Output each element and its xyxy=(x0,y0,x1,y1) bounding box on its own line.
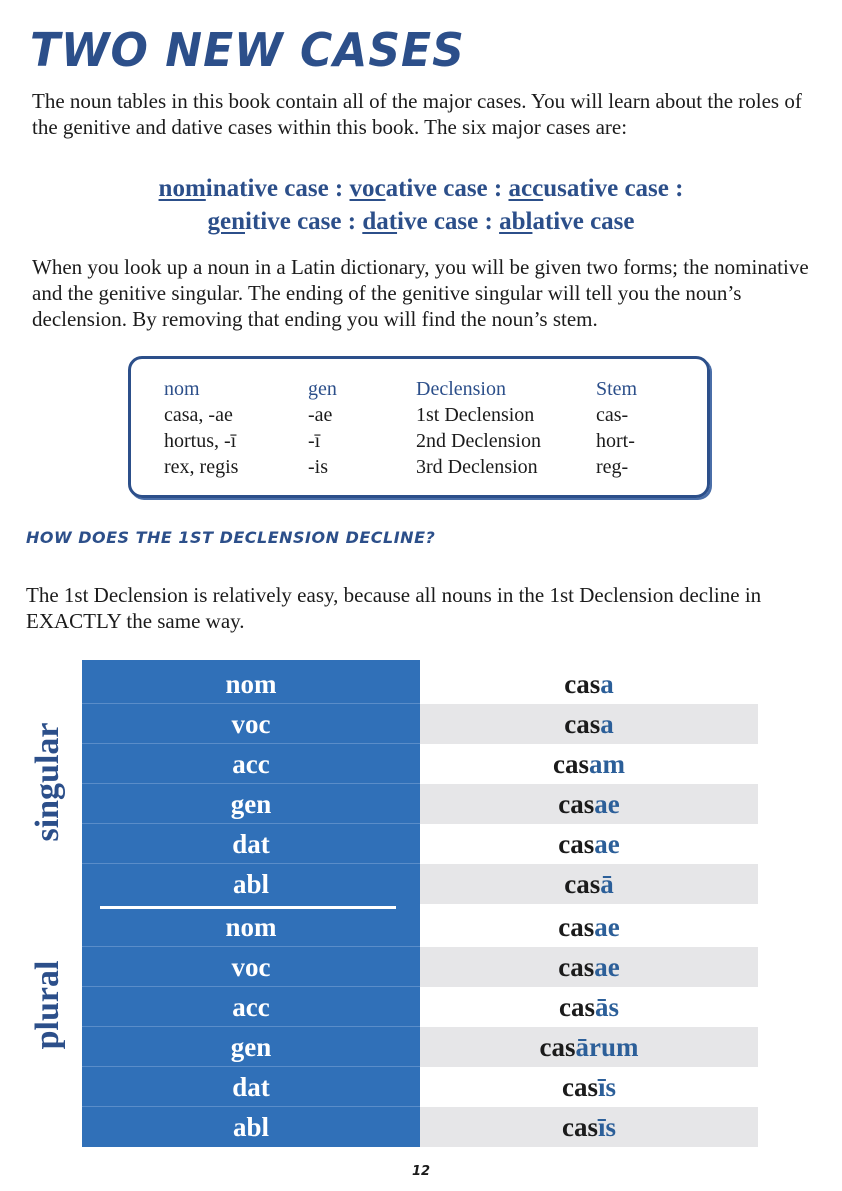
declension-cell: rex, regis xyxy=(164,456,239,478)
form-ending: a xyxy=(600,709,614,739)
cases-line-1 xyxy=(0,172,842,205)
form-stem: cas xyxy=(558,952,595,982)
case-label: abl xyxy=(232,869,270,899)
case-label: abl xyxy=(232,1112,270,1142)
form-ending: ae xyxy=(594,912,620,942)
case-label: nom xyxy=(82,664,420,704)
declension-cell: cas- xyxy=(596,404,629,426)
form-ending: ās xyxy=(594,992,619,1022)
form-cell xyxy=(420,907,758,947)
case-label: acc xyxy=(82,987,420,1027)
case-abbrev: acc xyxy=(508,175,544,202)
case-label: dat xyxy=(82,824,420,864)
form-cell xyxy=(420,1067,758,1107)
form-stem: cas xyxy=(564,669,601,699)
declension-cell: reg- xyxy=(596,456,629,478)
form-ending: īs xyxy=(597,1112,616,1142)
declension-header: gen xyxy=(308,378,337,400)
form-cell xyxy=(420,947,758,987)
case-abbrev: dat xyxy=(362,208,398,235)
case-rest: inative case : xyxy=(205,175,350,202)
form-stem: cas xyxy=(558,789,595,819)
case-label: acc xyxy=(82,744,420,784)
form-cell xyxy=(420,1107,758,1147)
declension-header: Declension xyxy=(416,378,506,400)
form-stem: cas xyxy=(561,1112,598,1142)
case-rest: ative case xyxy=(532,208,635,235)
declension-header: Stem xyxy=(596,378,638,400)
form-stem: cas xyxy=(558,992,595,1022)
form-ending: ārum xyxy=(575,1032,639,1062)
form-cell xyxy=(420,824,758,864)
form-stem: cas xyxy=(558,829,595,859)
case-rest: itive case : xyxy=(245,208,363,235)
form-stem: cas xyxy=(561,1072,598,1102)
form-ending: ā xyxy=(600,869,614,899)
case-label: nom xyxy=(82,907,420,947)
case-rest: ive case : xyxy=(397,208,500,235)
declension-cell: -is xyxy=(308,456,328,478)
declension-cell: -ī xyxy=(308,430,321,452)
page-number: 12 xyxy=(411,1164,431,1179)
case-abbrev: nom xyxy=(158,175,206,202)
case-abbrev: voc xyxy=(349,175,386,202)
case-abbrev: gen xyxy=(207,208,245,235)
six-cases-list xyxy=(0,172,842,238)
declension-header: nom xyxy=(164,378,200,400)
declension-cell: casa, -ae xyxy=(164,404,233,426)
form-stem: cas xyxy=(558,912,595,942)
form-cell xyxy=(420,704,758,744)
form-ending: ae xyxy=(594,789,620,819)
declension-cell: 1st Declension xyxy=(416,404,535,426)
declension-cell: hort- xyxy=(596,430,635,452)
case-label: gen xyxy=(82,784,420,824)
form-ending: ae xyxy=(594,829,620,859)
form-cell xyxy=(420,744,758,784)
form-ending: ae xyxy=(594,952,620,982)
plural-label: plural xyxy=(29,960,66,1050)
form-cell xyxy=(420,664,758,704)
form-cell xyxy=(420,1027,758,1067)
case-abbrev: abl xyxy=(499,208,533,235)
form-cell xyxy=(420,864,758,904)
case-label: voc xyxy=(82,947,420,987)
form-cell xyxy=(420,987,758,1027)
declension-cell: 2nd Declension xyxy=(416,430,541,452)
case-label: gen xyxy=(82,1027,420,1067)
first-declension-paragraph: The 1st Declension is relatively easy, because all nouns in the 1st Declension decline in EXACTLY the same way. xyxy=(26,583,762,633)
dictionary-paragraph: When you look up a noun in a Latin dictionary, you will be given two forms; the nominative and the genitive singular. The ending of the genitive singular will tell you the noun’s declension. By removing that ending you will find the noun’s stem. xyxy=(32,255,809,331)
form-stem: cas xyxy=(564,709,601,739)
form-stem: cas xyxy=(564,869,601,899)
form-stem: cas xyxy=(539,1032,576,1062)
intro-paragraph: The noun tables in this book contain all of the major cases. You will learn about the roles of the genitive and dative cases within this book. The six major cases are: xyxy=(32,89,802,139)
section-heading: HOW DOES THE 1ST DECLENSION DECLINE? xyxy=(26,528,436,547)
case-rest: ative case : xyxy=(385,175,509,202)
case-label: dat xyxy=(82,1067,420,1107)
form-ending: am xyxy=(589,749,625,779)
case-rest: usative case : xyxy=(543,175,684,202)
form-cell xyxy=(420,784,758,824)
form-stem: cas xyxy=(553,749,589,779)
declension-cell: hortus, -ī xyxy=(164,430,237,452)
singular-label: singular xyxy=(29,722,66,842)
declension-cell: 3rd Declension xyxy=(416,456,538,478)
form-ending: a xyxy=(600,669,614,699)
page-title: TWO NEW CASES xyxy=(30,24,465,78)
case-label: voc xyxy=(82,704,420,744)
declension-cell: -ae xyxy=(308,404,333,426)
form-ending: īs xyxy=(597,1072,616,1102)
cases-line-2 xyxy=(0,205,842,238)
